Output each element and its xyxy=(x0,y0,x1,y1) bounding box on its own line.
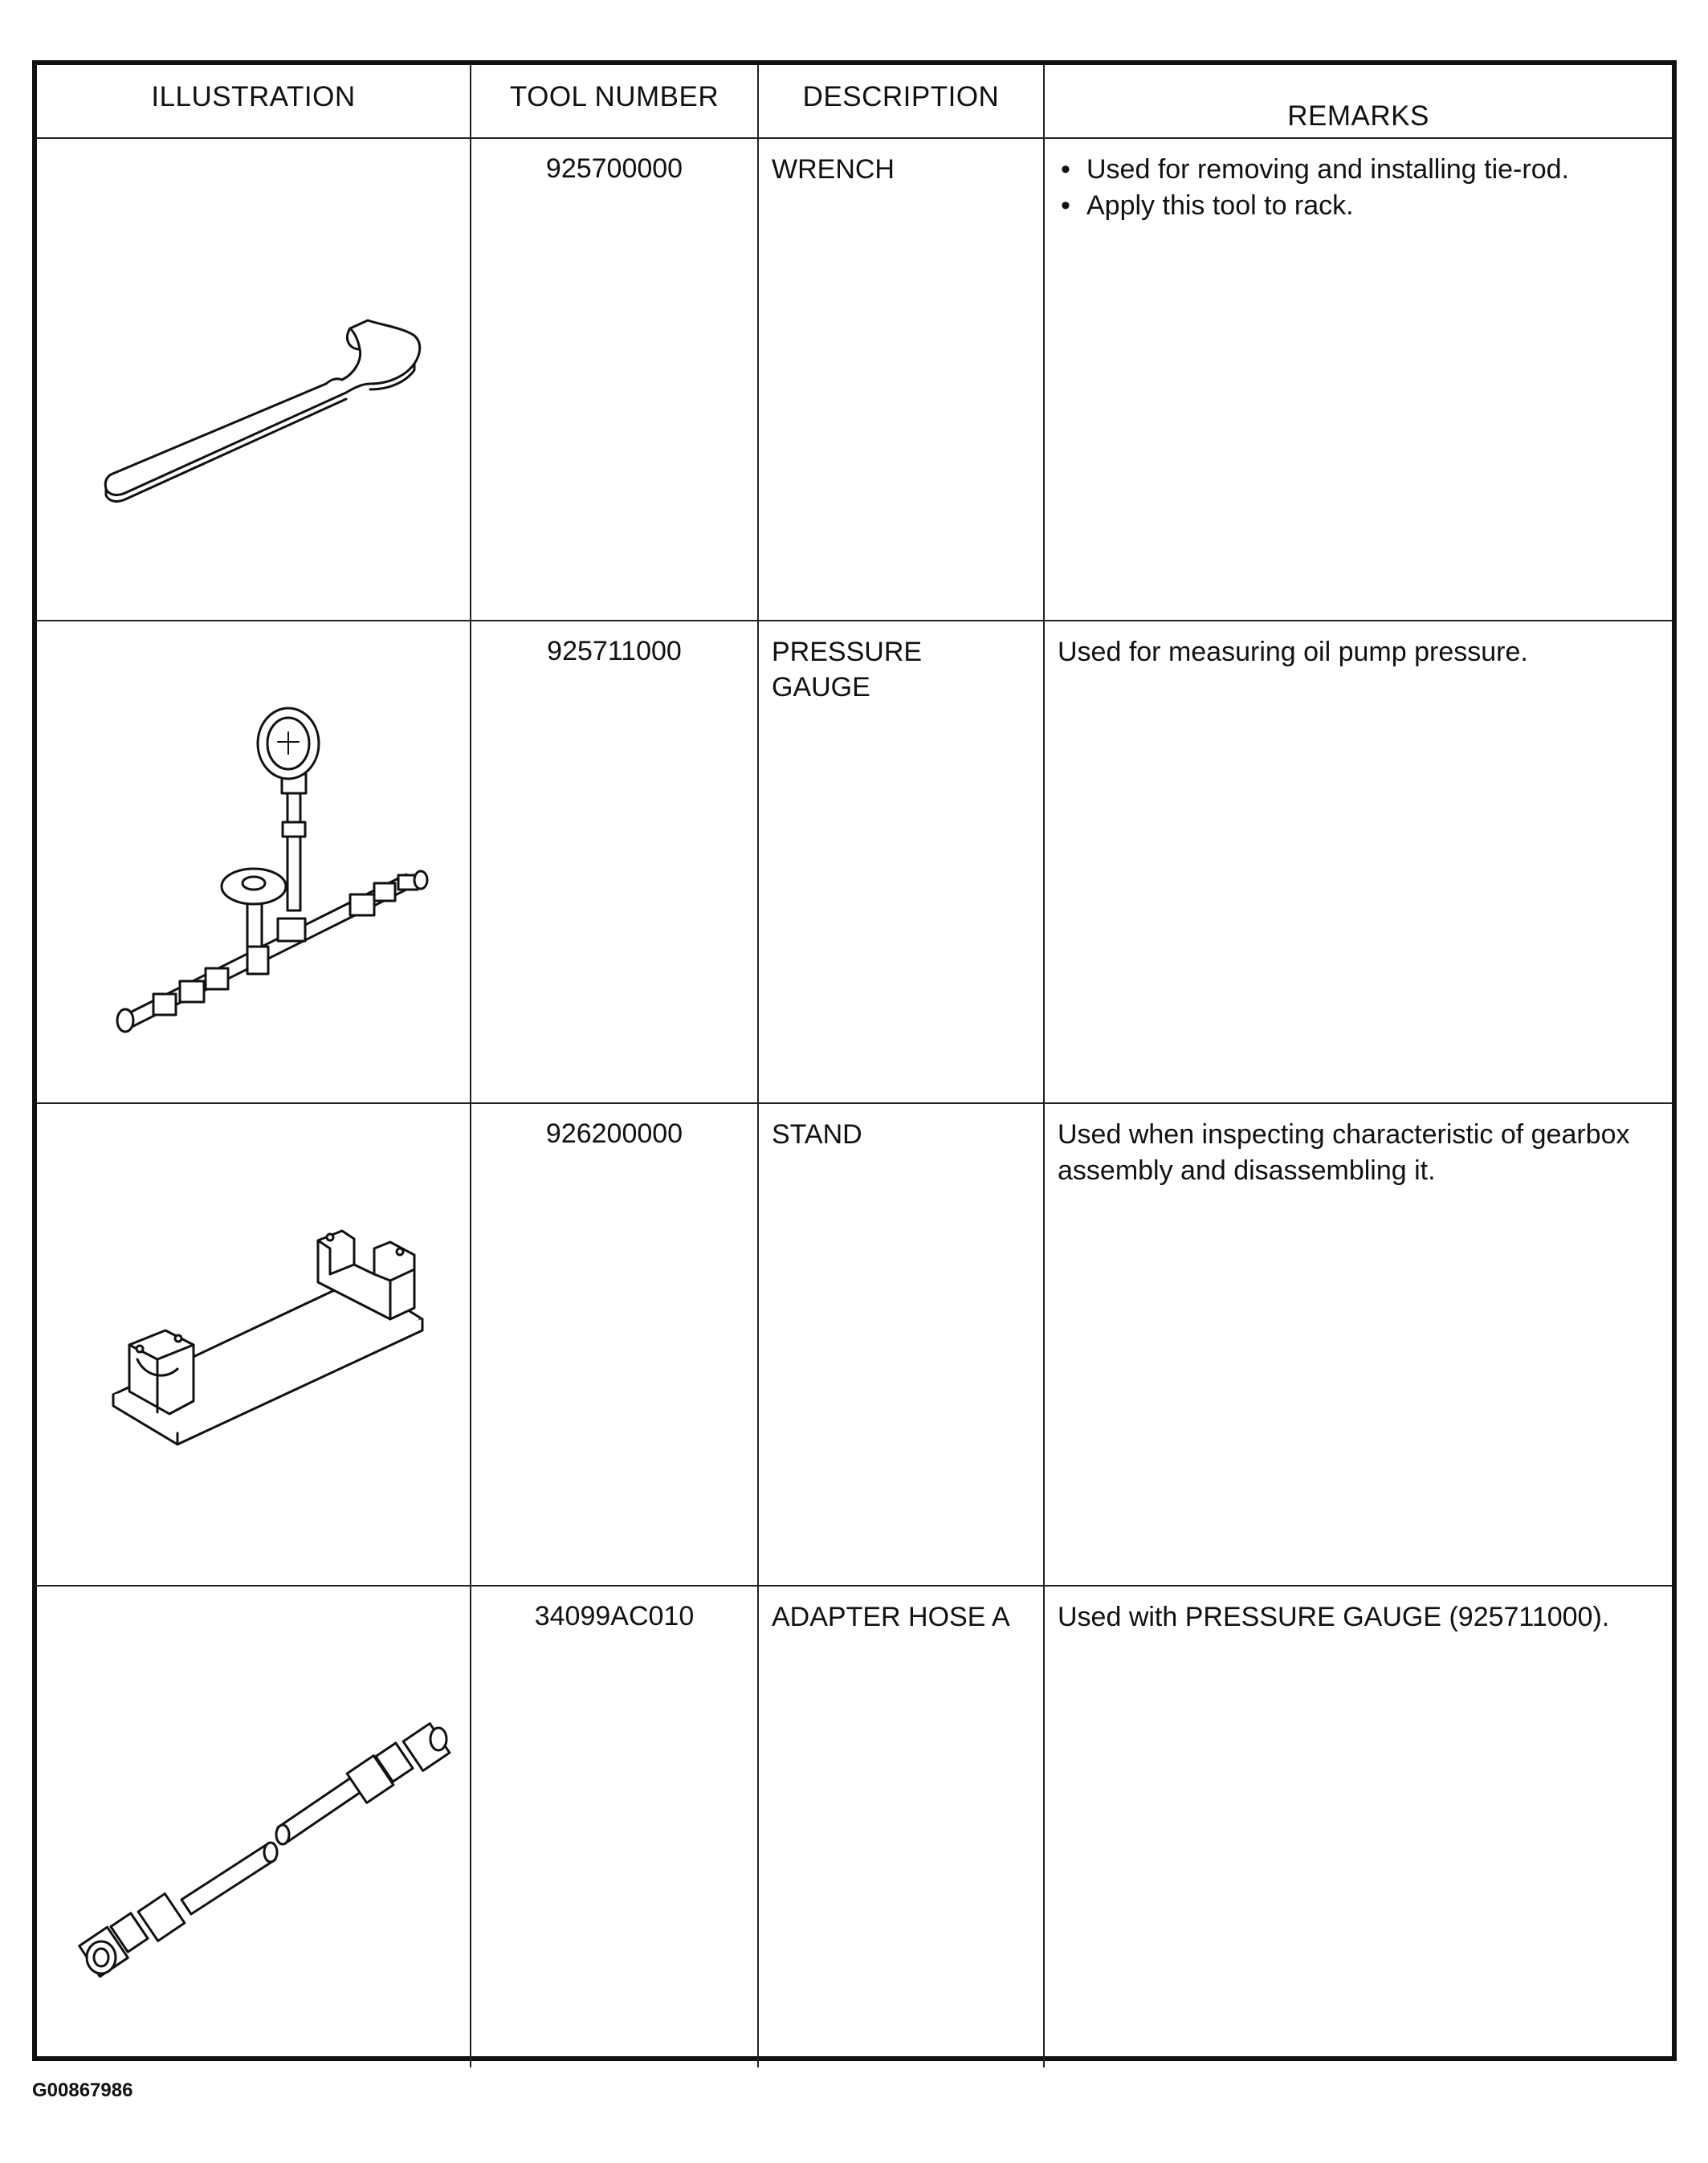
description-cell: ADAPTER HOSE A xyxy=(758,1586,1044,2067)
table-row xyxy=(37,138,1672,621)
special-tools-table xyxy=(37,65,1672,2067)
wrench-icon xyxy=(37,139,471,620)
stand-icon xyxy=(37,1104,471,1585)
tool-number-cell: 925700000 xyxy=(471,138,758,621)
tool-number-cell: 926200000 xyxy=(471,1103,758,1586)
table-row xyxy=(37,1586,1672,2067)
pressure-gauge-icon xyxy=(37,621,471,1102)
header-description: DESCRIPTION xyxy=(758,65,1044,138)
table-row xyxy=(37,1103,1672,1586)
table-header-row xyxy=(37,65,1672,138)
illustration-cell xyxy=(37,138,471,621)
table-row xyxy=(37,621,1672,1103)
remarks-cell: Used for measuring oil pump pressure. xyxy=(1044,621,1672,1103)
special-tools-table-frame xyxy=(32,60,1677,2061)
figure-code: G00867986 xyxy=(32,2079,133,2101)
remarks-cell xyxy=(1044,138,1672,621)
remarks-list-item: • Apply this tool to rack. xyxy=(1061,190,1354,221)
header-illustration: ILLUSTRATION xyxy=(37,65,471,138)
remarks-list xyxy=(1045,139,1672,224)
tool-number-cell: 925711000 xyxy=(471,621,758,1103)
remarks-cell: Used when inspecting characteristic of gearbox assembly and disassembling it. xyxy=(1044,1103,1672,1586)
tool-number-cell: 34099AC010 xyxy=(471,1586,758,2067)
header-tool-number: TOOL NUMBER xyxy=(471,65,758,138)
illustration-cell xyxy=(37,1586,471,2067)
description-cell: WRENCH xyxy=(758,138,1044,621)
description-cell: STAND xyxy=(758,1103,1044,1586)
illustration-cell xyxy=(37,1103,471,1586)
header-remarks: REMARKS xyxy=(1044,65,1672,138)
illustration-cell xyxy=(37,621,471,1103)
adapter-hose-icon xyxy=(37,1587,471,2067)
remarks-cell: Used with PRESSURE GAUGE (925711000). xyxy=(1044,1586,1672,2067)
remarks-list-item: • Used for removing and installing tie-rod. xyxy=(1061,154,1569,185)
description-cell: PRESSURE GAUGE xyxy=(758,621,1044,1103)
